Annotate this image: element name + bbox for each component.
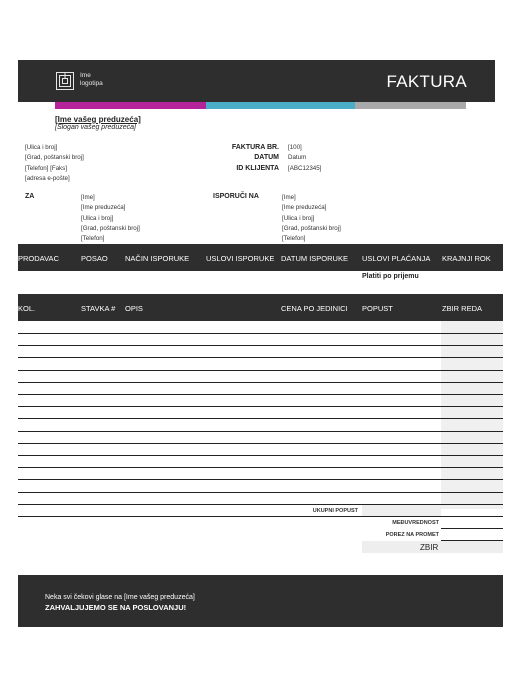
col-salesperson: PRODAVAC bbox=[18, 254, 59, 263]
sales-tax-label: POREZ NA PROMET bbox=[385, 532, 439, 538]
ship-to-company[interactable]: [Ime preduzeća] bbox=[282, 204, 327, 212]
invoice-header bbox=[18, 60, 495, 102]
col-shipping-method: NAČIN ISPORUKE bbox=[125, 254, 190, 263]
table-row[interactable] bbox=[18, 418, 503, 419]
invoice-number-label: FAKTURA BR. bbox=[231, 144, 279, 151]
col-delivery-date: DATUM ISPORUKE bbox=[281, 254, 348, 263]
logo-text bbox=[80, 72, 103, 88]
accent-stripe-magenta bbox=[55, 102, 206, 109]
col-quantity: KOL. bbox=[18, 304, 36, 313]
bill-to-block bbox=[81, 193, 140, 244]
table-row[interactable] bbox=[18, 345, 503, 346]
invoice-date-label: DATUM bbox=[254, 154, 279, 162]
address-phone-fax[interactable]: [Telefon] [Faks] bbox=[25, 164, 67, 172]
grand-total-label: ZBIR bbox=[420, 543, 439, 552]
items-header-bar bbox=[18, 294, 503, 321]
table-row[interactable] bbox=[18, 357, 503, 358]
table-row[interactable] bbox=[18, 455, 503, 456]
col-item-number: STAVKA # bbox=[81, 304, 116, 313]
col-due-date: KRAJNJI ROK bbox=[442, 254, 491, 263]
bill-to-company[interactable]: [Ime preduzeća] bbox=[81, 204, 126, 212]
col-shipping-terms: USLOVI ISPORUKE bbox=[206, 254, 275, 263]
payable-to-note: Neka svi čekovi glase na [Ime vašeg preduzeća] bbox=[45, 594, 195, 601]
line-total-column bbox=[441, 321, 503, 509]
subtotal-field[interactable] bbox=[441, 528, 503, 529]
subtotal-label: MEĐUVREDNOST bbox=[392, 520, 439, 526]
ship-to-name[interactable]: [Ime] bbox=[282, 194, 296, 201]
invoice-date-value[interactable]: Datum bbox=[288, 154, 307, 162]
logo-icon bbox=[56, 72, 74, 90]
ship-to-block bbox=[282, 193, 341, 244]
col-payment-terms: USLOVI PLAĆANJA bbox=[362, 254, 431, 263]
col-line-total: ZBIR REDA bbox=[442, 304, 483, 313]
total-discount-label: UKUPNI POPUST bbox=[312, 508, 358, 514]
shipping-header-bar bbox=[18, 244, 503, 271]
thank-you-note: ZAHVALJUJEMO SE NA POSLOVANJU! bbox=[45, 603, 187, 612]
col-job: POSAO bbox=[81, 254, 108, 263]
table-row[interactable] bbox=[18, 431, 503, 432]
invoice-number-value[interactable]: [100] bbox=[288, 144, 302, 151]
invoice-title: FAKTURA bbox=[386, 72, 467, 91]
invoice-info-values bbox=[288, 143, 321, 174]
accent-stripe-blue bbox=[206, 102, 355, 109]
bill-to-label: ZA bbox=[25, 193, 35, 200]
table-row[interactable] bbox=[18, 479, 503, 480]
ship-to-label: ISPORUČI NA bbox=[213, 193, 259, 200]
col-description: OPIS bbox=[125, 304, 143, 313]
bill-to-city[interactable]: [Grad, poštanski broj] bbox=[81, 224, 140, 232]
invoice-info-labels bbox=[200, 143, 279, 174]
address-street[interactable]: [Ulica i broj] bbox=[25, 144, 58, 151]
table-row[interactable] bbox=[18, 443, 503, 444]
bill-to-street[interactable]: [Ulica i broj] bbox=[81, 214, 114, 222]
logo-line-2: logotipa bbox=[80, 80, 103, 87]
col-discount: POPUST bbox=[362, 304, 393, 313]
table-row[interactable] bbox=[18, 333, 503, 334]
ship-to-street[interactable]: [Ulica i broj] bbox=[282, 214, 315, 222]
ship-to-phone[interactable]: [Telefon] bbox=[282, 235, 306, 243]
company-slogan[interactable]: [Slogan vašeg preduzeća] bbox=[55, 124, 136, 131]
client-id-label: ID KLIJENTA bbox=[236, 164, 279, 172]
table-row[interactable] bbox=[18, 394, 503, 395]
table-row[interactable] bbox=[18, 516, 503, 517]
bill-to-name[interactable]: [Ime] bbox=[81, 194, 95, 201]
table-row[interactable] bbox=[18, 370, 503, 371]
payment-terms-value[interactable]: Platiti po prijemu bbox=[362, 273, 419, 280]
col-unit-price: CENA PO JEDINICI bbox=[281, 304, 348, 313]
address-email[interactable]: [adresa e-pošte] bbox=[25, 174, 70, 182]
client-id-value[interactable]: [ABC12345] bbox=[288, 164, 322, 172]
accent-stripe-gray bbox=[355, 102, 466, 109]
address-city[interactable]: [Grad, poštanski broj] bbox=[25, 154, 84, 162]
table-row[interactable] bbox=[18, 492, 503, 493]
bill-to-phone[interactable]: [Telefon] bbox=[81, 235, 105, 243]
invoice-footer bbox=[18, 575, 503, 627]
ship-to-city[interactable]: [Grad, poštanski broj] bbox=[282, 224, 341, 232]
company-name[interactable]: [Ime vašeg preduzeća] bbox=[55, 115, 141, 124]
table-row[interactable] bbox=[18, 406, 503, 407]
table-row[interactable] bbox=[18, 467, 503, 468]
logo-line-1: Ime bbox=[80, 72, 91, 79]
table-row[interactable] bbox=[18, 382, 503, 383]
company-address bbox=[25, 143, 84, 184]
total-discount-field[interactable] bbox=[362, 505, 441, 516]
